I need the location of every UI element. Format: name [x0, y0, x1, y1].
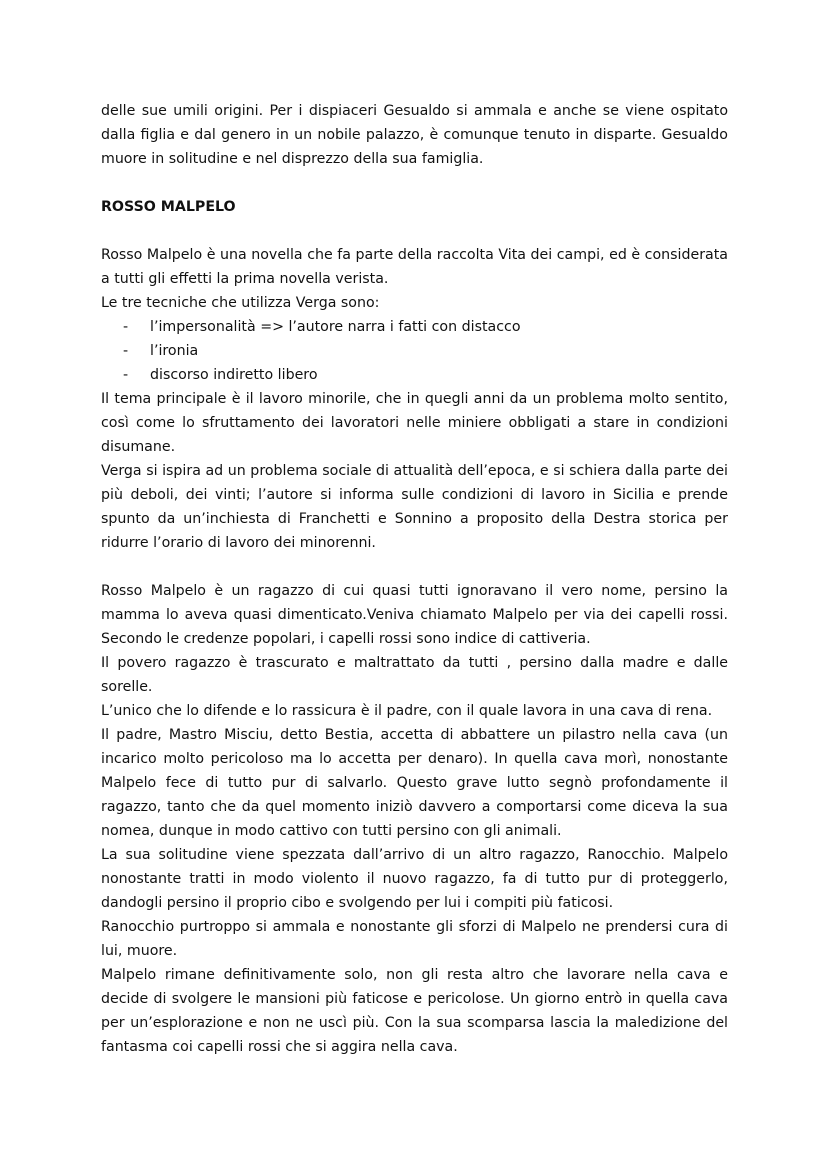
- paragraph-novella-intro: Rosso Malpelo è una novella che fa parte della raccolta Vita dei campi, ed è considerata a tutti gli effetti la prima novella verista.: [101, 247, 728, 287]
- paragraph-father-death: Il padre, Mastro Misciu, detto Bestia, accetta di abbattere un pilastro nella cava (un incarico molto pericoloso ma lo accetta per denaro). In quella cava morì, nonostante Malpelo fece di tutto pur di salvarlo. Questo grave lutto segnò profondamente il ragazzo, tanto che da quel momento iniziò davvero a comportarsi come diceva la sua nomea, dunque in modo cattivo con tutti persino con gli animali.: [101, 727, 728, 839]
- paragraph-verga-inspiration: Verga si ispira ad un problema sociale di attualità dell’epoca, e si schiera dalla parte dei più deboli, dei vinti; l’autore si informa sulle condizioni di lavoro in Sicilia e prende spunto da un’inchiesta di Franchetti e Sonnino a proposito della Destra storica per ridurre l’orario di lavoro dei minorenni.: [101, 463, 728, 551]
- list-item: [123, 315, 728, 339]
- paragraph-ranocchio-death: Ranocchio purtroppo si ammala e nonostante gli sforzi di Malpelo ne prendersi cura di lui, muore.: [101, 919, 728, 959]
- list-item-text: l’impersonalità => l’autore narra i fatti con distacco: [150, 319, 521, 335]
- paragraph-malpelo-name: Rosso Malpelo è un ragazzo di cui quasi tutti ignoravano il vero nome, persino la mamma lo aveva quasi dimenticato.Veniva chiamato Malpelo per via dei capelli rossi. Secondo le credenze popolari, i capelli rossi sono indice di cattiveria.: [101, 583, 728, 647]
- list-dash: -: [123, 319, 129, 335]
- list-dash: -: [123, 367, 129, 383]
- section-title: ROSSO MALPELO: [101, 199, 236, 215]
- paragraph-ending: Malpelo rimane definitivamente solo, non gli resta altro che lavorare nella cava e decide di svolgere le mansioni più faticose e pericolose. Un giorno entrò in quella cava per un’esplorazione e non ne uscì più. Con la sua scomparsa lascia la maledizione del fantasma coi capelli rossi che si aggira nella cava.: [101, 967, 728, 1055]
- paragraph-gap: [101, 555, 728, 579]
- list-item: [123, 339, 728, 363]
- paragraph-mistreated: Il povero ragazzo è trascurato e maltrattato da tutti , persino dalla madre e dalle sorelle.: [101, 655, 728, 695]
- list-item-text: l’ironia: [150, 343, 199, 359]
- paragraph-ranocchio: La sua solitudine viene spezzata dall’arrivo di un altro ragazzo, Ranocchio. Malpelo nonostante tratti in modo violento il nuovo ragazzo, fa di tutto pur di proteggerlo, dandogli persino il proprio cibo e svolgendo per lui i compiti più faticosi.: [101, 847, 728, 911]
- list-dash: -: [123, 343, 129, 359]
- paragraph-father: L’unico che lo difende e lo rassicura è il padre, con il quale lavora in una cava di rena.: [101, 703, 713, 719]
- list-item: [123, 363, 728, 387]
- intro-paragraph: delle sue umili origini. Per i dispiaceri Gesualdo si ammala e anche se viene ospitato dalla figlia e dal genero in un nobile palazzo, è comunque tenuto in disparte. Gesualdo muore in solitudine e nel disprezzo della sua famiglia.: [101, 103, 728, 167]
- paragraph-techniques-intro: Le tre tecniche che utilizza Verga sono:: [101, 295, 380, 311]
- techniques-list: [101, 315, 728, 387]
- paragraph-theme: Il tema principale è il lavoro minorile, che in quegli anni da un problema molto sentito, così come lo sfruttamento dei lavoratori nelle miniere obbligati a stare in condizioni disumane.: [101, 391, 728, 455]
- list-item-text: discorso indiretto libero: [150, 367, 318, 383]
